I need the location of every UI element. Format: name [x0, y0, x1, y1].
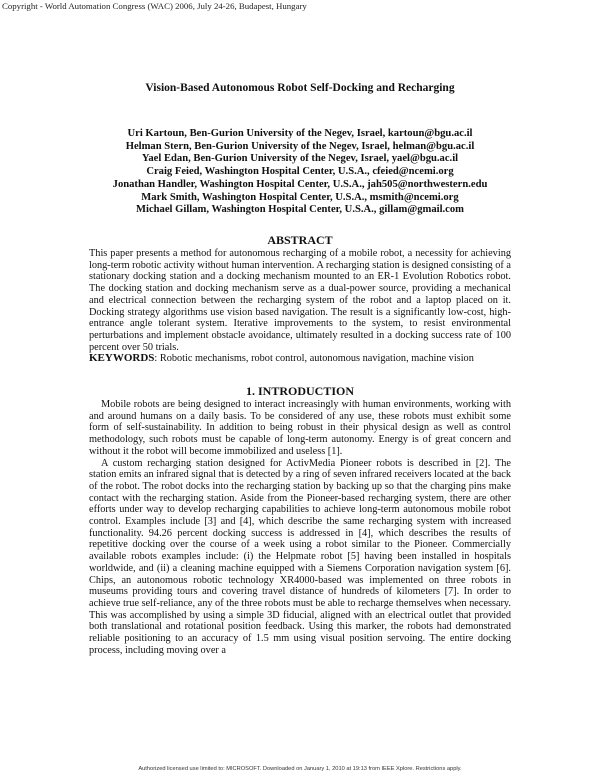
abstract-section — [89, 248, 511, 365]
author-line: Michael Gillam, Washington Hospital Center, U.S.A., gillam@gmail.com — [136, 204, 464, 216]
author-line: Uri Kartoun, Ben-Gurion University of the Negev, Israel, kartoun@bgu.ac.il — [127, 128, 473, 139]
introduction-section — [89, 399, 511, 656]
intro-paragraph: Mobile robots are being designed to interact increasingly with human environments, working with and around humans on a daily basis. To be considered of any use, these robots must exhibit some form of self-sustainability. In addition to being robust in their physical design as well as control methodology, such robots must be capable of long-term autonomy. Energy is of great concern and without it the robot will become immobilized and useless [1]. — [89, 399, 511, 457]
keywords-label: KEYWORDS — [89, 352, 155, 365]
keywords-text: : Robotic mechanisms, robot control, autonomous navigation, machine vision — [154, 353, 474, 365]
author-line: Craig Feied, Washington Hospital Center, U.S.A., cfeied@ncemi.org — [146, 166, 454, 178]
copyright-header: Copyright - World Automation Congress (WAC) 2006, July 24-26, Budapest, Hungary — [2, 1, 307, 11]
introduction-heading: 1. INTRODUCTION — [245, 384, 354, 398]
author-line: Yael Edan, Ben-Gurion University of the Negev, Israel, yael@bgu.ac.il — [141, 153, 459, 165]
author-line: Mark Smith, Washington Hospital Center, U.S.A., msmith@ncemi.org — [141, 191, 459, 203]
author-line: Jonathan Handler, Washington Hospital Center, U.S.A., jah505@northwestern.edu — [112, 178, 488, 190]
license-footer: Authorized licensed use limited to: MICROSOFT. Downloaded on January 1, 2010 at 19:13 from IEEE Xplore. Restrictions apply. — [138, 766, 462, 772]
intro-paragraph: A custom recharging station designed for ActivMedia Pioneer robots is described in [2]. The station emits an infrared signal that is detected by a ring of seven infrared receivers located at the back of the robot. The robot docks into the recharging station by backing up so that the charging pins make contact with the recharging station. Aside from the Pioneer-based recharging system, there are other efforts under way to develop recharging capabilities to achieve long-term autonomous mobile robot control. Examples include [3] and [4], which describe the same recharging system with increased functionality. 94.26 percent docking success is addressed in [4], which describes the results of repetitive docking over the course of a week using a robot similar to the Pioneer. Commercially available robots examples include: (i) the Helpmate robot [5] having been installed in hospitals worldwide, and (ii) a cleaning machine equipped with a Siemens Corporation navigation system [6]. Chips, an autonomous robotic technology XR4000-based was implemented on three robots in museums providing tours and covering travel distance of hundreds of kilometers [7]. In order to achieve true self-reliance, any of the three robots must be able to recharge themselves when necessary. This was accomplished by using a simple 3D fiducial, aligned with an electrical outlet that provided both translational and rotational position feedback. Using this marker, the robots had demonstrated reliable positioning to an accuracy of 1.5 mm using visual position servoing. The entire docking process, including moving over a — [89, 457, 512, 656]
author-line: Helman Stern, Ben-Gurion University of the Negev, Israel, helman@bgu.ac.il — [125, 140, 475, 152]
abstract-heading: ABSTRACT — [267, 233, 333, 247]
author-list — [0, 128, 600, 217]
abstract-text: This paper presents a method for autonomous recharging of a mobile robot, a necessity for achieving long-term robotic activity without human intervention. A recharging station is designed consisting of a stationary docking station and a docking mechanism mounted to an ER-1 Evolution Robotics robot. The docking station and docking mechanism serve as a dual-power source, providing a mechanical and electrical connection between the recharging system of the robot and a laptop placed on it. Docking strategy algorithms use vision based navigation. The result is a significantly low-cost, high-entrance angle tolerant system. Iterative improvements to the system, to resist environmental perturbations and implement obstacle avoidance, ultimately resulted in a docking success rate of 100 percent over 50 trials. — [89, 248, 511, 353]
paper-title: Vision-Based Autonomous Robot Self-Docking and Recharging — [145, 82, 455, 94]
keywords-line — [89, 353, 511, 365]
